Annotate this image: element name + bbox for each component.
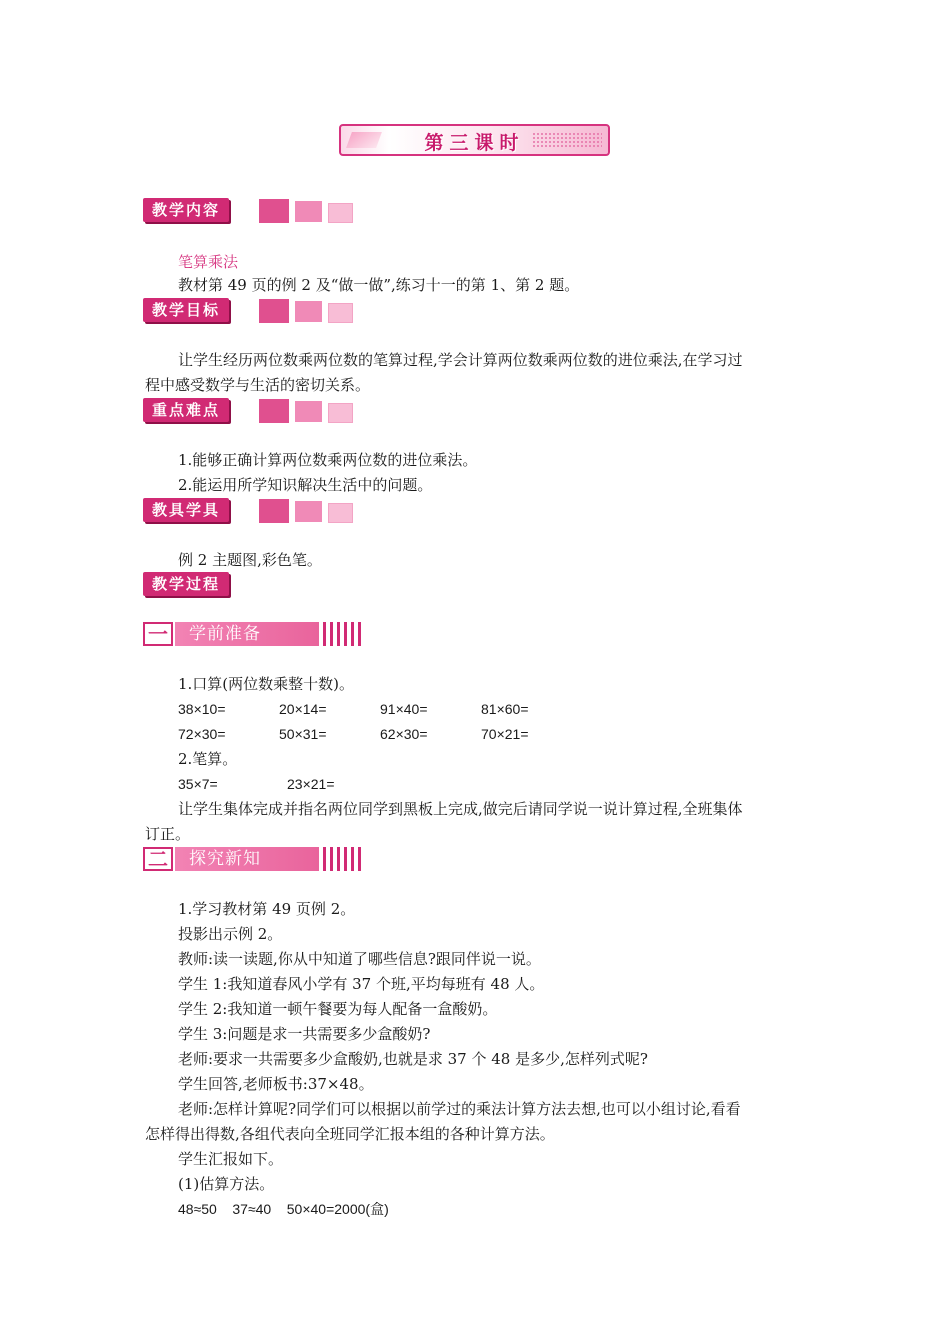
decor-square — [328, 503, 353, 523]
report-line: 学生汇报如下。 — [178, 1150, 284, 1168]
decor-square — [328, 403, 353, 423]
step1-note-line2: 订正。 — [145, 825, 191, 843]
oral-problem: 72×30= — [178, 726, 226, 742]
step2-line: 学生 1:我知道春风小学有 37 个班,平均每班有 48 人。 — [178, 975, 545, 993]
oral-problem: 70×21= — [481, 726, 529, 742]
step-stripes — [323, 847, 361, 871]
step2-line: 教师:读一读题,你从中知道了哪些信息?跟同伴说一说。 — [178, 950, 541, 968]
step2-line: 老师:要求一共需要多少盒酸奶,也就是求 37 个 48 是多少,怎样列式呢? — [178, 1050, 648, 1068]
decor-square — [295, 201, 322, 222]
section-label: 教学过程 — [143, 572, 229, 596]
lesson-topic: 笔算乘法 — [178, 253, 239, 271]
decor-square — [295, 401, 322, 422]
step2-line: 学生回答,老师板书:37×48。 — [178, 1075, 374, 1093]
teaching-materials: 教材第 49 页的例 2 及“做一做”,练习十一的第 1、第 2 题。 — [178, 276, 580, 294]
step-heading-1 — [143, 622, 361, 647]
estimate-line: 48≈50 37≈40 50×40=2000(盒) — [178, 1201, 389, 1217]
decor-square — [328, 303, 353, 323]
section-heading-key-points — [143, 398, 353, 424]
lesson-banner — [339, 124, 610, 156]
decor-square — [259, 399, 289, 423]
decor-square — [259, 199, 289, 223]
step-number: 二 — [143, 847, 173, 871]
step-title: 探究新知 — [175, 847, 319, 871]
tools-text: 例 2 主题图,彩色笔。 — [178, 551, 322, 569]
decor-square — [295, 501, 322, 522]
lesson-title: 第三课时 — [424, 132, 525, 154]
section-label: 重点难点 — [143, 398, 229, 422]
step2-line: 1.学习教材第 49 页例 2。 — [178, 900, 356, 918]
section-heading-tools — [143, 498, 353, 524]
method-line2: 怎样得出得数,各组代表向全班同学汇报本组的各种计算方法。 — [145, 1125, 555, 1143]
section-heading-content — [143, 198, 353, 224]
step1-note-line1: 让学生集体完成并指名两位同学到黑板上完成,做完后请同学说一说计算过程,全班集体 — [178, 800, 743, 818]
estimate-title: (1)估算方法。 — [178, 1175, 275, 1193]
decor-square — [328, 203, 353, 223]
oral-problem: 38×10= — [178, 701, 226, 717]
oral-problem: 81×60= — [481, 701, 529, 717]
written-problem: 35×7= — [178, 776, 218, 792]
oral-problem: 91×40= — [380, 701, 428, 717]
written-problem: 23×21= — [287, 776, 335, 792]
oral-problem: 50×31= — [279, 726, 327, 742]
goals-text-line2: 程中感受数学与生活的密切关系。 — [145, 376, 371, 394]
goals-text-line1: 让学生经历两位数乘两位数的笔算过程,学会计算两位数乘两位数的进位乘法,在学习过 — [178, 351, 743, 369]
oral-problem: 62×30= — [380, 726, 428, 742]
key-point-1: 1.能够正确计算两位数乘两位数的进位乘法。 — [178, 451, 478, 469]
step2-line: 学生 2:我知道一顿午餐要为每人配备一盒酸奶。 — [178, 1000, 498, 1018]
section-label: 教学目标 — [143, 298, 229, 322]
section-label: 教具学具 — [143, 498, 229, 522]
step-title: 学前准备 — [175, 622, 319, 646]
section-heading-goals — [143, 298, 353, 324]
decor-square — [295, 301, 322, 322]
section-heading-process — [143, 572, 258, 598]
oral-problem: 20×14= — [279, 701, 327, 717]
oral-title: 1.口算(两位数乘整十数)。 — [178, 675, 355, 693]
section-label: 教学内容 — [143, 198, 229, 222]
written-title: 2.笔算。 — [178, 750, 238, 768]
step-number: 一 — [143, 622, 173, 646]
method-line1: 老师:怎样计算呢?同学们可以根据以前学过的乘法计算方法去想,也可以小组讨论,看看 — [178, 1100, 741, 1118]
step-heading-2 — [143, 847, 361, 872]
step-stripes — [323, 622, 361, 646]
step2-line: 投影出示例 2。 — [178, 925, 283, 943]
key-point-2: 2.能运用所学知识解决生活中的问题。 — [178, 476, 433, 494]
step2-line: 学生 3:问题是求一共需要多少盒酸奶? — [178, 1025, 431, 1043]
decor-square — [259, 299, 289, 323]
decor-square — [259, 499, 289, 523]
